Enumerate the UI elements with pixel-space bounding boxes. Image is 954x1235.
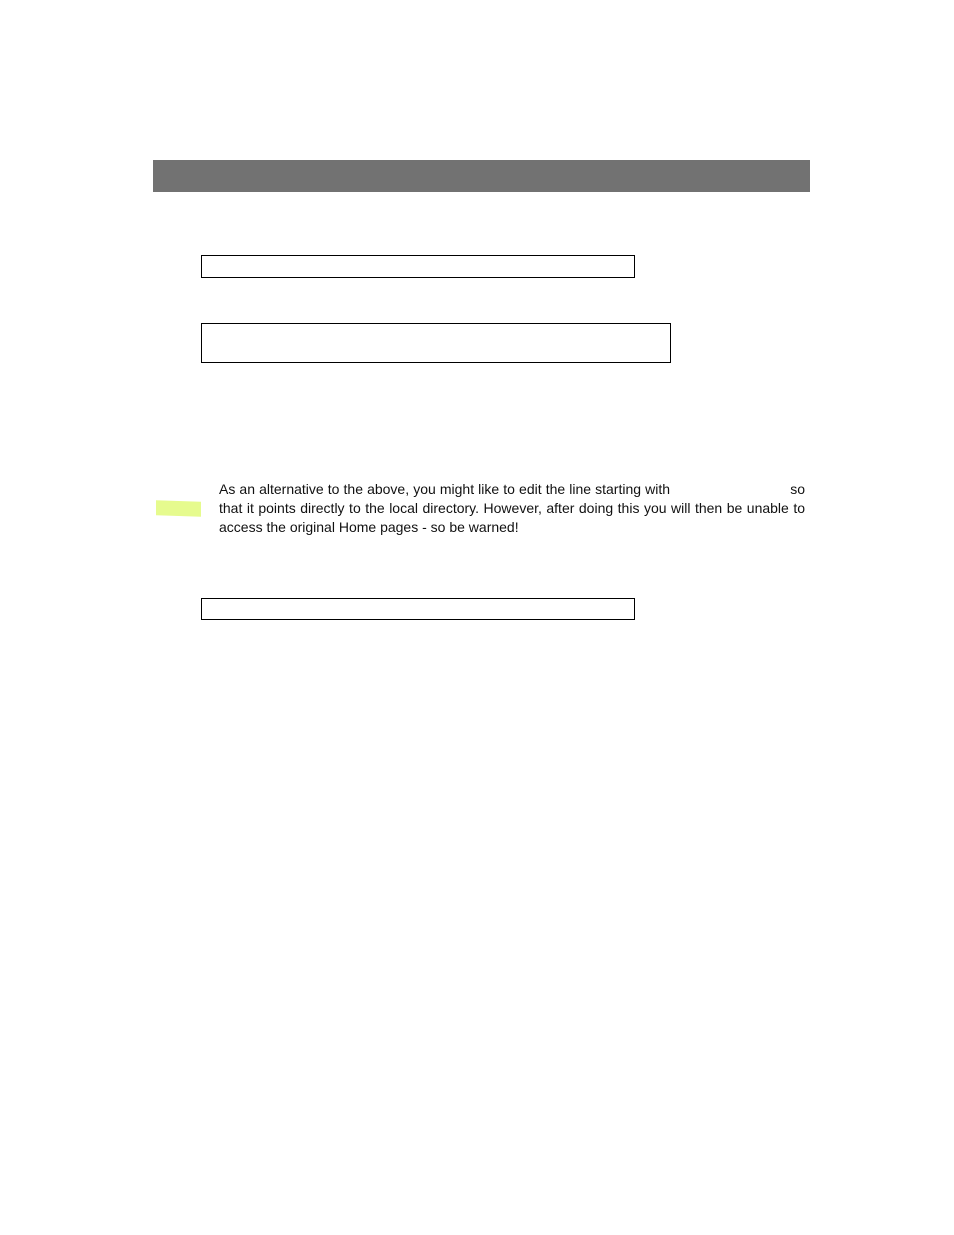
note-text-start: As an alternative to the above, you might like to edit the line starting with (219, 481, 671, 497)
code-example-box (201, 323, 671, 363)
code-example-box (201, 255, 635, 278)
section-header-bar (153, 160, 810, 192)
note-paragraph (219, 480, 805, 537)
note-text-end: so that it points directly to the local directory. However, after doing this you will then be unable to access the original Home pages - so be warned! (219, 481, 805, 535)
note-highlight-marker (156, 500, 201, 517)
code-example-box (201, 598, 635, 620)
